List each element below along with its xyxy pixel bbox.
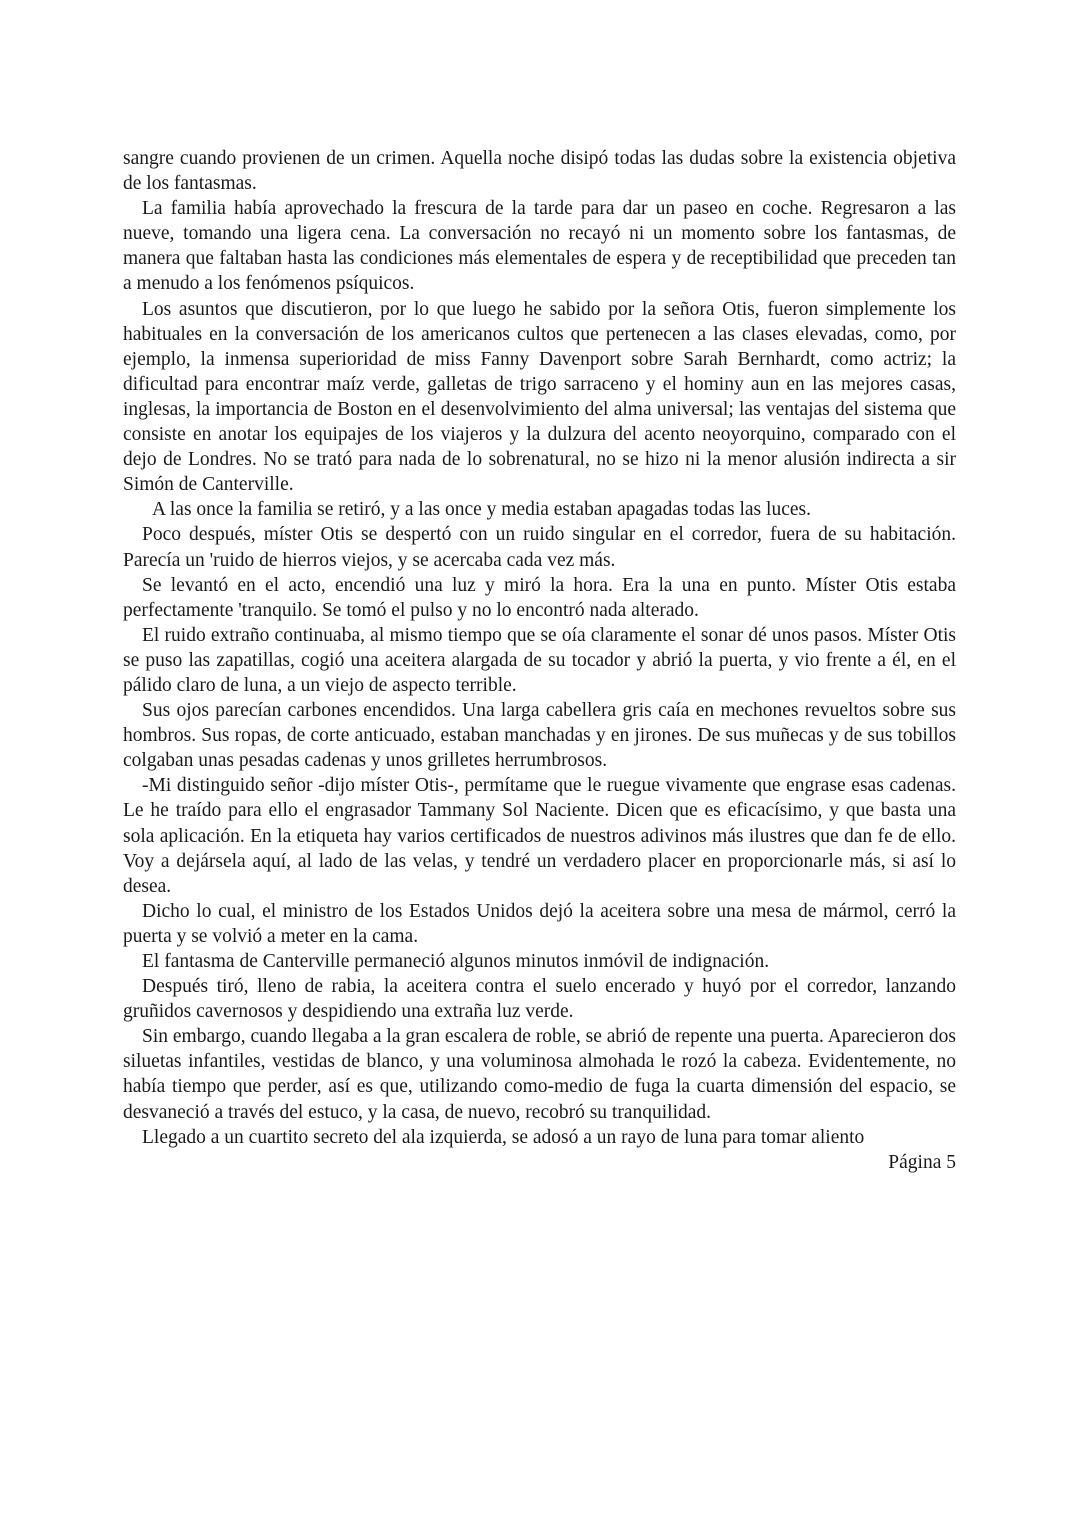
page-number: Página 5 xyxy=(888,1151,956,1173)
paragraph: Se levantó en el acto, encendió una luz y miró la hora. Era la una en punto. Míster Otis estaba perfectamente 'tranquilo. Se tomó el pulso y no lo encontró nada alterado. xyxy=(123,574,956,621)
paragraph: Dicho lo cual, el ministro de los Estados Unidos dejó la aceitera sobre una mesa de mármol, cerró la puerta y se volvió a meter en la cama. xyxy=(123,900,956,947)
paragraph: sangre cuando provienen de un crimen. Aquella noche disipó todas las dudas sobre la existencia objetiva de los fantasmas. xyxy=(123,148,956,195)
paragraph: Sus ojos parecían carbones encendidos. Una larga cabellera gris caía en mechones revueltos sobre sus hombros. Sus ropas, de corte anticuado, estaban manchadas y en jirones. De sus muñecas y de sus tobillos colgaban unas pesadas cadenas y unos grilletes herrumbrosos. xyxy=(123,700,956,772)
paragraph: Llegado a un cuartito secreto del ala izquierda, se adosó a un rayo de luna para tomar aliento xyxy=(142,1126,865,1148)
paragraph: A las once la familia se retiró, y a las once y media estaban apagadas todas las luces. xyxy=(152,499,811,521)
paragraph: Sin embargo, cuando llegaba a la gran escalera de roble, se abrió de repente una puerta. Aparecieron dos siluetas infantiles, vestidas de blanco, y una voluminosa almohada le rozó la cabeza. Evidentemente, no había tiempo que perder, así es que, utilizando como-medio de fuga la cuarta dimensión del espacio, se desvaneció a través del estuco, y la casa, de nuevo, recobró su tranquilidad. xyxy=(123,1026,956,1123)
paragraph: El ruido extraño continuaba, al mismo tiempo que se oía claramente el sonar dé unos pasos. Míster Otis se puso las zapatillas, cogió una aceitera alargada de su tocador y abrió la puerta, y vio frente a él, en el pálido claro de luna, a un viejo de aspecto terrible. xyxy=(123,624,956,696)
paragraph: Poco después, míster Otis se despertó con un ruido singular en el corredor, fuera de su habitación. Parecía un 'ruido de hierros viejos, y se acercaba cada vez más. xyxy=(123,524,956,571)
page-text-block xyxy=(123,146,956,1175)
paragraph: -Mi distinguido señor -dijo míster Otis-, permítame que le ruegue vivamente que engrase esas cadenas. Le he traído para ello el engrasador Tammany Sol Naciente. Dicen que es eficacísimo, y que basta una sola aplicación. En la etiqueta hay varios certificados de nuestros adivinos más ilustres que dan fe de ello. Voy a dejársela aquí, al lado de las velas, y tendré un verdadero placer en proporcionarle más, si así lo desea. xyxy=(123,775,956,897)
paragraph: El fantasma de Canterville permaneció algunos minutos inmóvil de indignación. xyxy=(142,951,770,972)
paragraph: La familia había aprovechado la frescura de la tarde para dar un paseo en coche. Regresaron a las nueve, tomando una ligera cena. La conversación no recayó ni un momento sobre los fantasmas, de manera que faltaban hasta las condiciones más elementales de espera y de receptibilidad que preceden tan a menudo a los fenómenos psíquicos. xyxy=(123,198,956,295)
paragraph: Después tiró, lleno de rabia, la aceitera contra el suelo encerado y huyó por el corredor, lanzando gruñidos cavernosos y despidiendo una extraña luz verde. xyxy=(123,976,956,1023)
paragraph: Los asuntos que discutieron, por lo que luego he sabido por la señora Otis, fueron simplemente los habituales en la conversación de los americanos cultos que pertenecen a las clases elevadas, como, por ejemplo, la inmensa superioridad de miss Fanny Davenport sobre Sarah Bernhardt, como actriz; la dificultad para encontrar maíz verde, galletas de trigo sarraceno y el hominy aun en las mejores casas, inglesas, la importancia de Boston en el desenvolvimiento del alma universal; las ventajas del sistema que consiste en anotar los equipajes de los viajeros y la dulzura del acento neoyorquino, comparado con el dejo de Londres. No se trató para nada de lo sobrenatural, no se hizo ni la menor alusión indirecta a sir Simón de Canterville. xyxy=(123,298,956,496)
